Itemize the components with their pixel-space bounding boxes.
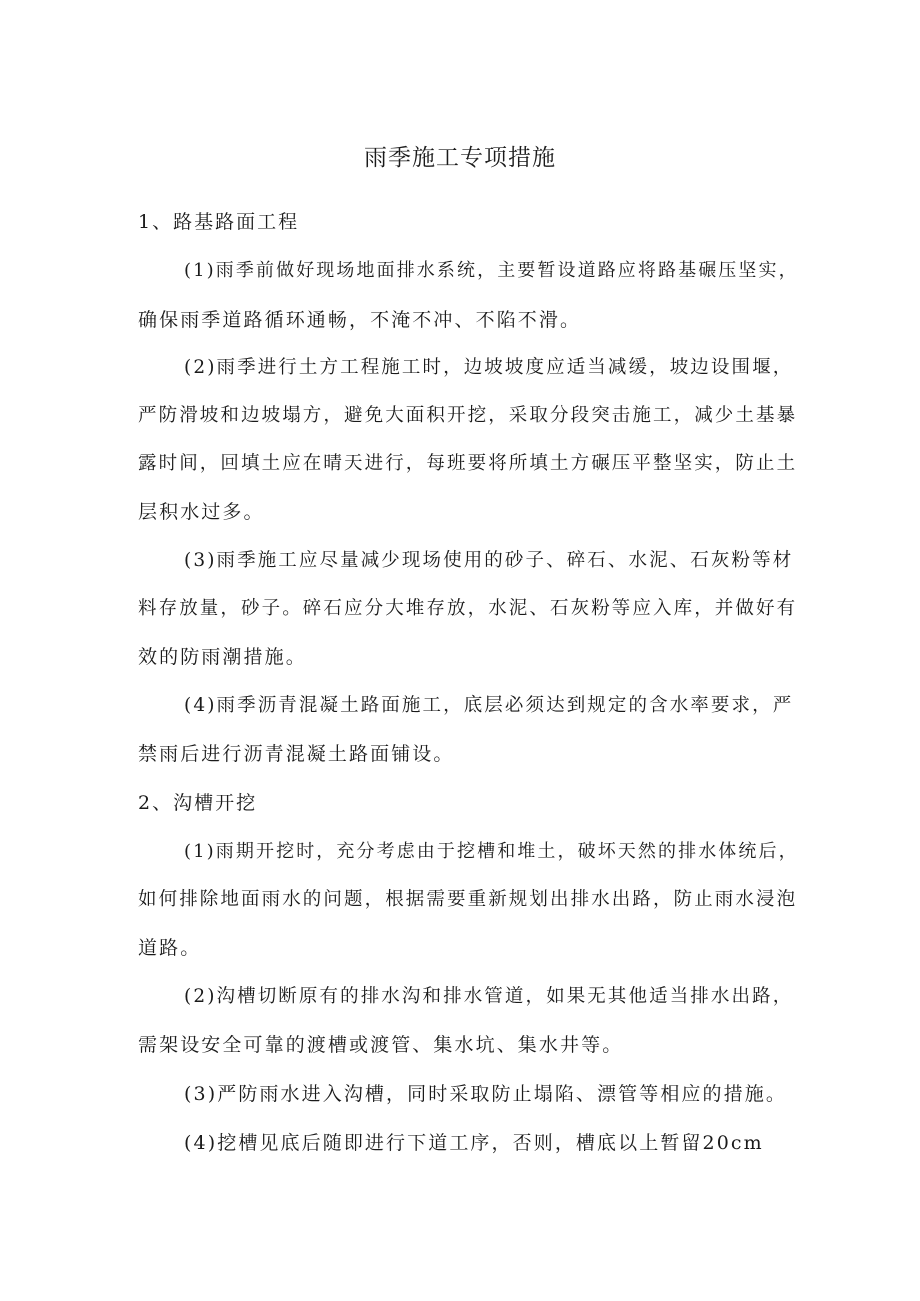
paragraph-line: 禁雨后进行沥青混凝土路面铺设。 — [138, 743, 455, 765]
paragraph-line: (3)雨季施工应尽量减少现场使用的砂子、碎石、水泥、石灰粉等材 — [184, 550, 794, 571]
paragraph-line: 料存放量，砂子。碎石应分大堆存放，水泥、石灰粉等应入库，并做好有 — [138, 598, 798, 619]
paragraph-line: 严防滑坡和边坡塌方，避免大面积开挖，采取分段突击施工，减少土基暴 — [138, 405, 798, 426]
paragraph-line: (2)沟槽切断原有的排水沟和排水管道，如果无其他适当排水出路， — [184, 986, 794, 1007]
paragraph-line: (3)严防雨水进入沟槽，同时采取防止塌陷、漂管等相应的措施。 — [184, 1083, 787, 1105]
page-title: 雨季施工专项措施 — [364, 145, 556, 171]
paragraph-line: 需架设安全可靠的渡槽或渡管、集水坑、集水井等。 — [138, 1034, 624, 1056]
paragraph-line: 露时间，回填土应在晴天进行，每班要将所填土方碾压平整坚实，防止土 — [138, 453, 798, 474]
section-heading: 1、路基路面工程 — [138, 211, 300, 233]
paragraph-line: 确保雨季道路循环通畅，不淹不冲、不陷不滑。 — [138, 309, 582, 331]
paragraph-line: 效的防雨潮措施。 — [138, 646, 307, 668]
paragraph-line: 道路。 — [138, 937, 202, 959]
paragraph-line: (4)雨季沥青混凝土路面施工，底层必须达到规定的含水率要求，严 — [184, 695, 794, 716]
section-heading: 2、沟槽开挖 — [138, 792, 258, 814]
paragraph-line: (4)挖槽见底后随即进行下道工序，否则，槽底以上暂留20cm — [184, 1132, 764, 1154]
paragraph-line: (1)雨期开挖时，充分考虑由于挖槽和堆土，破坏天然的排水体统后， — [184, 841, 799, 862]
paragraph-line: (2)雨季进行土方工程施工时，边坡坡度应适当减缓，坡边设围堰， — [184, 357, 794, 378]
paragraph-line: (1)雨季前做好现场地面排水系统，主要暂设道路应将路基碾压坚实， — [184, 260, 799, 281]
paragraph-line: 如何排除地面雨水的问题，根据需要重新规划出排水出路，防止雨水浸泡 — [138, 889, 798, 910]
paragraph-line: 层积水过多。 — [138, 501, 265, 523]
